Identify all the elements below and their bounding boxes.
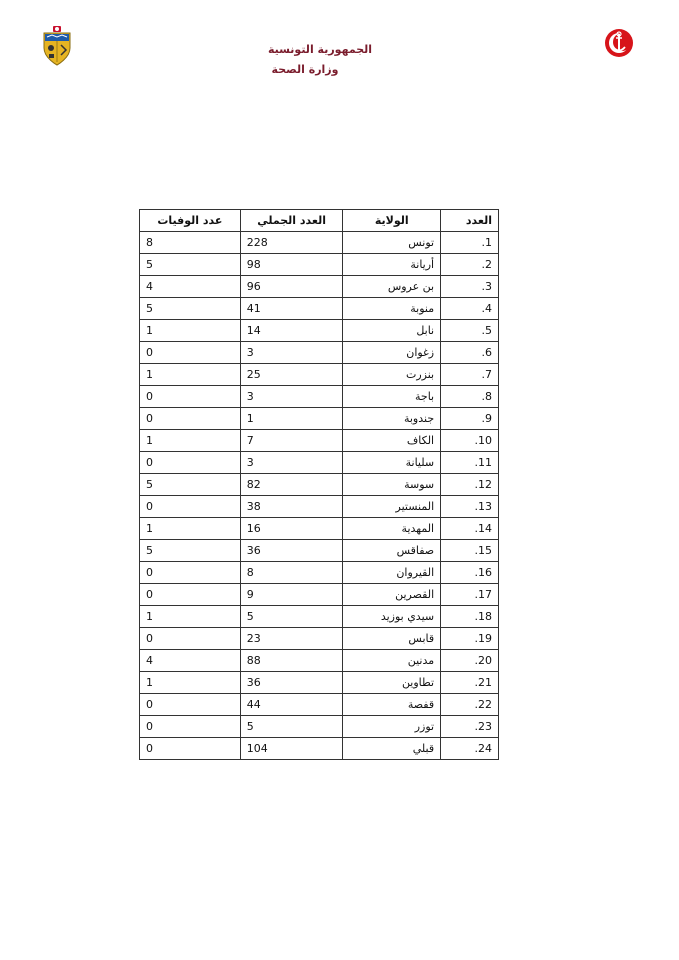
row-governorate: القيروان — [343, 562, 441, 584]
row-number: 5. — [441, 320, 499, 342]
row-number: 15. — [441, 540, 499, 562]
table-row — [140, 276, 499, 298]
row-deaths: 0 — [140, 694, 241, 716]
row-number: 16. — [441, 562, 499, 584]
table-row — [140, 716, 499, 738]
row-governorate: أريانة — [343, 254, 441, 276]
row-total: 3 — [240, 342, 343, 364]
row-total: 104 — [240, 738, 343, 760]
row-governorate: سليانة — [343, 452, 441, 474]
row-number: 11. — [441, 452, 499, 474]
row-total: 23 — [240, 628, 343, 650]
row-total: 38 — [240, 496, 343, 518]
table-row — [140, 738, 499, 760]
document-header — [240, 42, 400, 78]
row-number: 6. — [441, 342, 499, 364]
row-deaths: 0 — [140, 408, 241, 430]
header-number: العدد — [441, 210, 499, 232]
row-total: 228 — [240, 232, 343, 254]
table-row — [140, 408, 499, 430]
row-number: 23. — [441, 716, 499, 738]
row-governorate: منوبة — [343, 298, 441, 320]
row-governorate: جندوبة — [343, 408, 441, 430]
row-governorate: المنستير — [343, 496, 441, 518]
row-number: 4. — [441, 298, 499, 320]
table-row — [140, 452, 499, 474]
row-number: 12. — [441, 474, 499, 496]
row-governorate: نابل — [343, 320, 441, 342]
table-row — [140, 496, 499, 518]
row-total: 1 — [240, 408, 343, 430]
table-row — [140, 540, 499, 562]
row-number: 17. — [441, 584, 499, 606]
row-number: 2. — [441, 254, 499, 276]
table-row — [140, 518, 499, 540]
row-total: 5 — [240, 716, 343, 738]
row-deaths: 1 — [140, 430, 241, 452]
row-deaths: 8 — [140, 232, 241, 254]
tunisia-coat-of-arms-icon — [40, 26, 74, 66]
row-number: 7. — [441, 364, 499, 386]
row-deaths: 5 — [140, 540, 241, 562]
header-deaths: عدد الوفيات — [140, 210, 241, 232]
table-row — [140, 232, 499, 254]
row-number: 22. — [441, 694, 499, 716]
table-row — [140, 694, 499, 716]
table-row — [140, 562, 499, 584]
row-total: 82 — [240, 474, 343, 496]
row-governorate: قفصة — [343, 694, 441, 716]
table-header-row — [140, 210, 499, 232]
row-number: 10. — [441, 430, 499, 452]
row-deaths: 0 — [140, 628, 241, 650]
row-governorate: تطاوين — [343, 672, 441, 694]
row-number: 8. — [441, 386, 499, 408]
row-deaths: 0 — [140, 342, 241, 364]
table-row — [140, 320, 499, 342]
row-total: 14 — [240, 320, 343, 342]
row-number: 13. — [441, 496, 499, 518]
table-row — [140, 364, 499, 386]
row-governorate: بن عروس — [343, 276, 441, 298]
row-deaths: 5 — [140, 254, 241, 276]
row-total: 8 — [240, 562, 343, 584]
row-total: 7 — [240, 430, 343, 452]
row-governorate: القصرين — [343, 584, 441, 606]
row-deaths: 4 — [140, 276, 241, 298]
table-row — [140, 386, 499, 408]
row-number: 18. — [441, 606, 499, 628]
row-deaths: 1 — [140, 672, 241, 694]
table-row — [140, 584, 499, 606]
row-deaths: 1 — [140, 606, 241, 628]
row-total: 25 — [240, 364, 343, 386]
table-row — [140, 342, 499, 364]
row-total: 96 — [240, 276, 343, 298]
row-total: 36 — [240, 540, 343, 562]
table-row — [140, 254, 499, 276]
row-total: 16 — [240, 518, 343, 540]
row-number: 21. — [441, 672, 499, 694]
row-deaths: 1 — [140, 364, 241, 386]
row-governorate: سوسة — [343, 474, 441, 496]
table-row — [140, 628, 499, 650]
row-deaths: 0 — [140, 496, 241, 518]
row-governorate: توزر — [343, 716, 441, 738]
row-number: 3. — [441, 276, 499, 298]
table-row — [140, 298, 499, 320]
row-total: 5 — [240, 606, 343, 628]
row-deaths: 0 — [140, 584, 241, 606]
row-deaths: 0 — [140, 562, 241, 584]
row-total: 3 — [240, 452, 343, 474]
row-total: 9 — [240, 584, 343, 606]
table-row — [140, 474, 499, 496]
republic-title: الجمهورية التونسية — [267, 43, 373, 56]
row-deaths: 1 — [140, 518, 241, 540]
row-governorate: قابس — [343, 628, 441, 650]
row-deaths: 0 — [140, 452, 241, 474]
row-governorate: قبلي — [343, 738, 441, 760]
row-total: 36 — [240, 672, 343, 694]
cases-table — [139, 209, 499, 760]
header-total: العدد الجملي — [240, 210, 343, 232]
row-governorate: تونس — [343, 232, 441, 254]
row-total: 44 — [240, 694, 343, 716]
row-total: 41 — [240, 298, 343, 320]
row-governorate: الكاف — [343, 430, 441, 452]
row-deaths: 0 — [140, 716, 241, 738]
row-deaths: 0 — [140, 386, 241, 408]
row-deaths: 1 — [140, 320, 241, 342]
row-total: 98 — [240, 254, 343, 276]
row-governorate: المهدية — [343, 518, 441, 540]
row-number: 14. — [441, 518, 499, 540]
row-deaths: 4 — [140, 650, 241, 672]
row-governorate: سيدي بوزيد — [343, 606, 441, 628]
row-governorate: باجة — [343, 386, 441, 408]
table-row — [140, 672, 499, 694]
row-deaths: 0 — [140, 738, 241, 760]
row-governorate: مدنين — [343, 650, 441, 672]
header-governorate: الولاية — [343, 210, 441, 232]
row-total: 88 — [240, 650, 343, 672]
row-number: 9. — [441, 408, 499, 430]
row-number: 24. — [441, 738, 499, 760]
table-row — [140, 650, 499, 672]
row-governorate: زغوان — [343, 342, 441, 364]
table-row — [140, 430, 499, 452]
red-crescent-anchor-icon — [604, 28, 634, 58]
row-governorate: بنزرت — [343, 364, 441, 386]
row-number: 20. — [441, 650, 499, 672]
row-deaths: 5 — [140, 474, 241, 496]
row-number: 1. — [441, 232, 499, 254]
row-deaths: 5 — [140, 298, 241, 320]
row-total: 3 — [240, 386, 343, 408]
row-number: 19. — [441, 628, 499, 650]
table-row — [140, 606, 499, 628]
row-governorate: صفاقس — [343, 540, 441, 562]
ministry-title: وزارة الصحة — [271, 63, 339, 76]
